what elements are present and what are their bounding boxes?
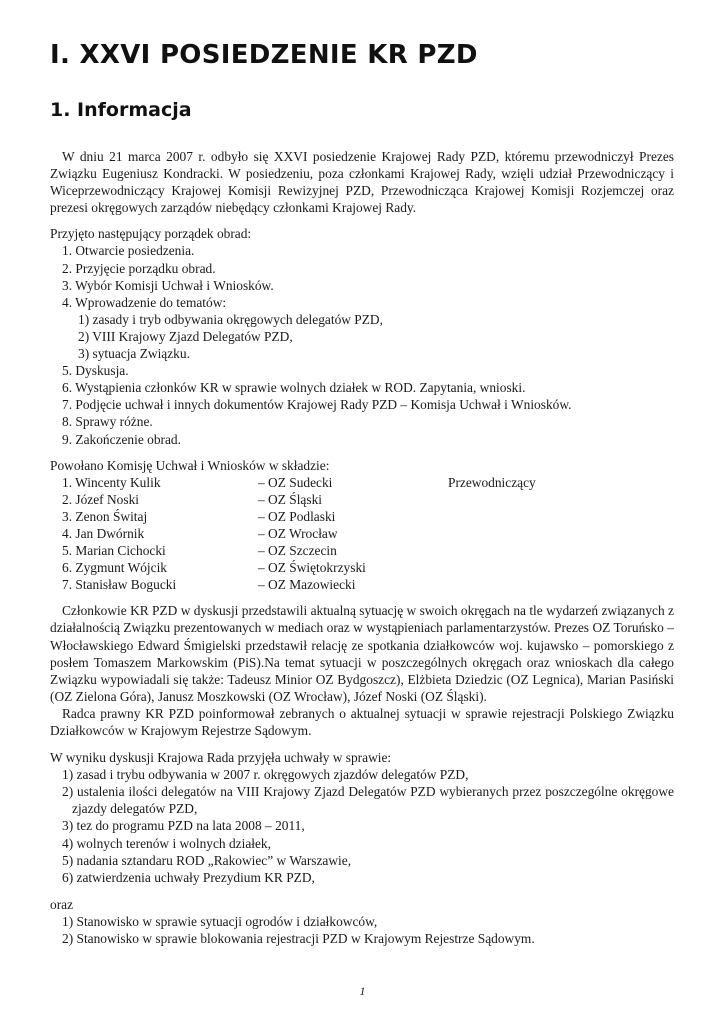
list-item: 3. Wybór Komisji Uchwał i Wniosków. [62,277,274,293]
resolutions-list [50,766,674,886]
member-district: – OZ Świętokrzyski [258,560,366,576]
member-role [448,559,674,576]
list-item: 1) Stanowisko w sprawie sytuacji ogrodów i działkowców, [62,913,378,929]
member-role: Przewodniczący [448,474,536,490]
list-item: 3) tez do programu PZD na lata 2008 – 2011, [62,818,305,834]
member-name: 1. Wincenty Kulik [62,474,161,490]
page-number: 1 [359,984,366,998]
agenda-list [50,242,674,447]
intro-paragraph: W dniu 21 marca 2007 r. odbyło się XXVI posiedzenie Krajowej Rady PZD, któremu przewodniczył Prezes Związku Eugeniusz Kondracki. W posiedzeniu, poza członkami Krajowej Rady, wzięli udział Przewodniczący i Wiceprzewodniczący Krajowej Komisji Rewizyjnej PZD, Przewodnicząca Krajowej Komisji Rozjemczej oraz prezesi okręgowych zarządów niebędący członkami Krajowej Rady. [50,149,674,216]
committee-row [50,491,674,508]
list-item: 8. Sprawy różne. [62,414,153,430]
sub-list-item: 1) zasady i tryb odbywania okręgowych delegatów PZD, [78,311,383,327]
committee-row [50,474,674,491]
member-role [448,542,674,559]
member-name: 5. Marian Cichocki [62,543,166,559]
member-district: – OZ Wrocław [258,525,338,541]
member-district: – OZ Śląski [258,491,322,507]
member-district: – OZ Sudecki [258,474,333,490]
member-district: – OZ Podlaski [258,508,336,524]
member-role [448,576,674,593]
list-item: 5. Dyskusja. [62,363,129,379]
list-item: 2) ustalenia ilości delegatów na VIII Krajowy Zjazd Delegatów PZD wybieranych przez poszczególne okręgowe zjazdy delegatów PZD, [62,784,674,817]
member-role [448,525,674,542]
committee-heading: Powołano Komisję Uchwał i Wniosków w składzie: [50,457,330,473]
member-district: – OZ Mazowiecki [258,577,356,593]
member-name: 4. Jan Dwórnik [62,525,145,541]
oraz-label: oraz [50,896,74,912]
discussion-paragraph: Członkowie KR PZD w dyskusji przedstawili aktualną sytuację w swoich okręgach na tle wydarzeń związanych z działalnością Związku prezentowanych w mediach oraz w wystąpieniach parlamentarzystów. Prezes OZ Toruńsko – Włocławskiego Edward Śmigielski przedstawił relację ze spotkania działkowców woj. kujawsko – pomorskiego z posłem Tomaszem Markowskim (PiS).Na temat sytuacji w poszczególnych okręgach oraz wnioskach dla całego Związku wypowiadali się także: Tadeusz Minior OZ Bydgoszcz), Elżbieta Dziedzic (OZ Legnica), Marian Pasiński (OZ Zielona Góra), Janusz Moszkowski (OZ Wrocław), Józef Noski (OZ Śląski). [50,603,674,704]
sub-list-item: 3) sytuacja Związku. [78,346,190,362]
member-district: – OZ Szczecin [258,543,337,559]
committee-row [50,559,674,576]
committee-row [50,576,674,593]
list-item: 6. Wystąpienia członków KR w sprawie wolnych działek w ROD. Zapytania, wnioski. [62,380,526,396]
list-item: 4. Wprowadzenie do tematów: [62,294,227,310]
section-heading: 1. Informacja [50,99,192,121]
member-name: 7. Stanisław Bogucki [62,577,177,593]
member-role [448,491,674,508]
positions-list [50,913,674,947]
member-name: 3. Zenon Świtaj [62,508,148,524]
document-body [50,148,674,947]
page-title: I. XXVI POSIEDZENIE KR PZD [50,40,478,70]
list-item: 5) nadania sztandaru ROD „Rakowiec” w Warszawie, [62,852,352,868]
list-item: 2) Stanowisko w sprawie blokowania rejestracji PZD w Krajowym Rejestrze Sądowym. [62,931,535,947]
list-item: 4) wolnych terenów i wolnych działek, [62,835,271,851]
committee-row [50,508,674,525]
list-item: 1) zasad i trybu odbywania w 2007 r. okręgowych zjazdów delegatów PZD, [62,767,469,783]
resolutions-heading: W wyniku dyskusji Krajowa Rada przyjęła uchwały w sprawie: [50,750,392,766]
committee-row [50,525,674,542]
committee-row [50,542,674,559]
member-role [448,508,674,525]
legal-paragraph: Radca prawny KR PZD poinformował zebranych o aktualnej sytuacji w sprawie rejestracji Polskiego Związku Działkowców w Krajowym Rejestrze Sądowym. [50,705,674,738]
member-name: 2. Józef Noski [62,491,139,507]
list-item: 2. Przyjęcie porządku obrad. [62,260,216,276]
list-item: 9. Zakończenie obrad. [62,431,181,447]
agenda-heading: Przyjęto następujący porządek obrad: [50,226,252,242]
sub-list-item: 2) VIII Krajowy Zjazd Delegatów PZD, [78,328,293,344]
list-item: 7. Podjęcie uchwał i innych dokumentów Krajowej Rady PZD – Komisja Uchwał i Wniosków. [62,397,572,413]
list-item: 6) zatwierdzenia uchwały Prezydium KR PZD, [62,869,315,885]
member-name: 6. Zygmunt Wójcik [62,560,168,576]
committee-table [50,474,674,594]
list-item: 1. Otwarcie posiedzenia. [62,243,195,259]
